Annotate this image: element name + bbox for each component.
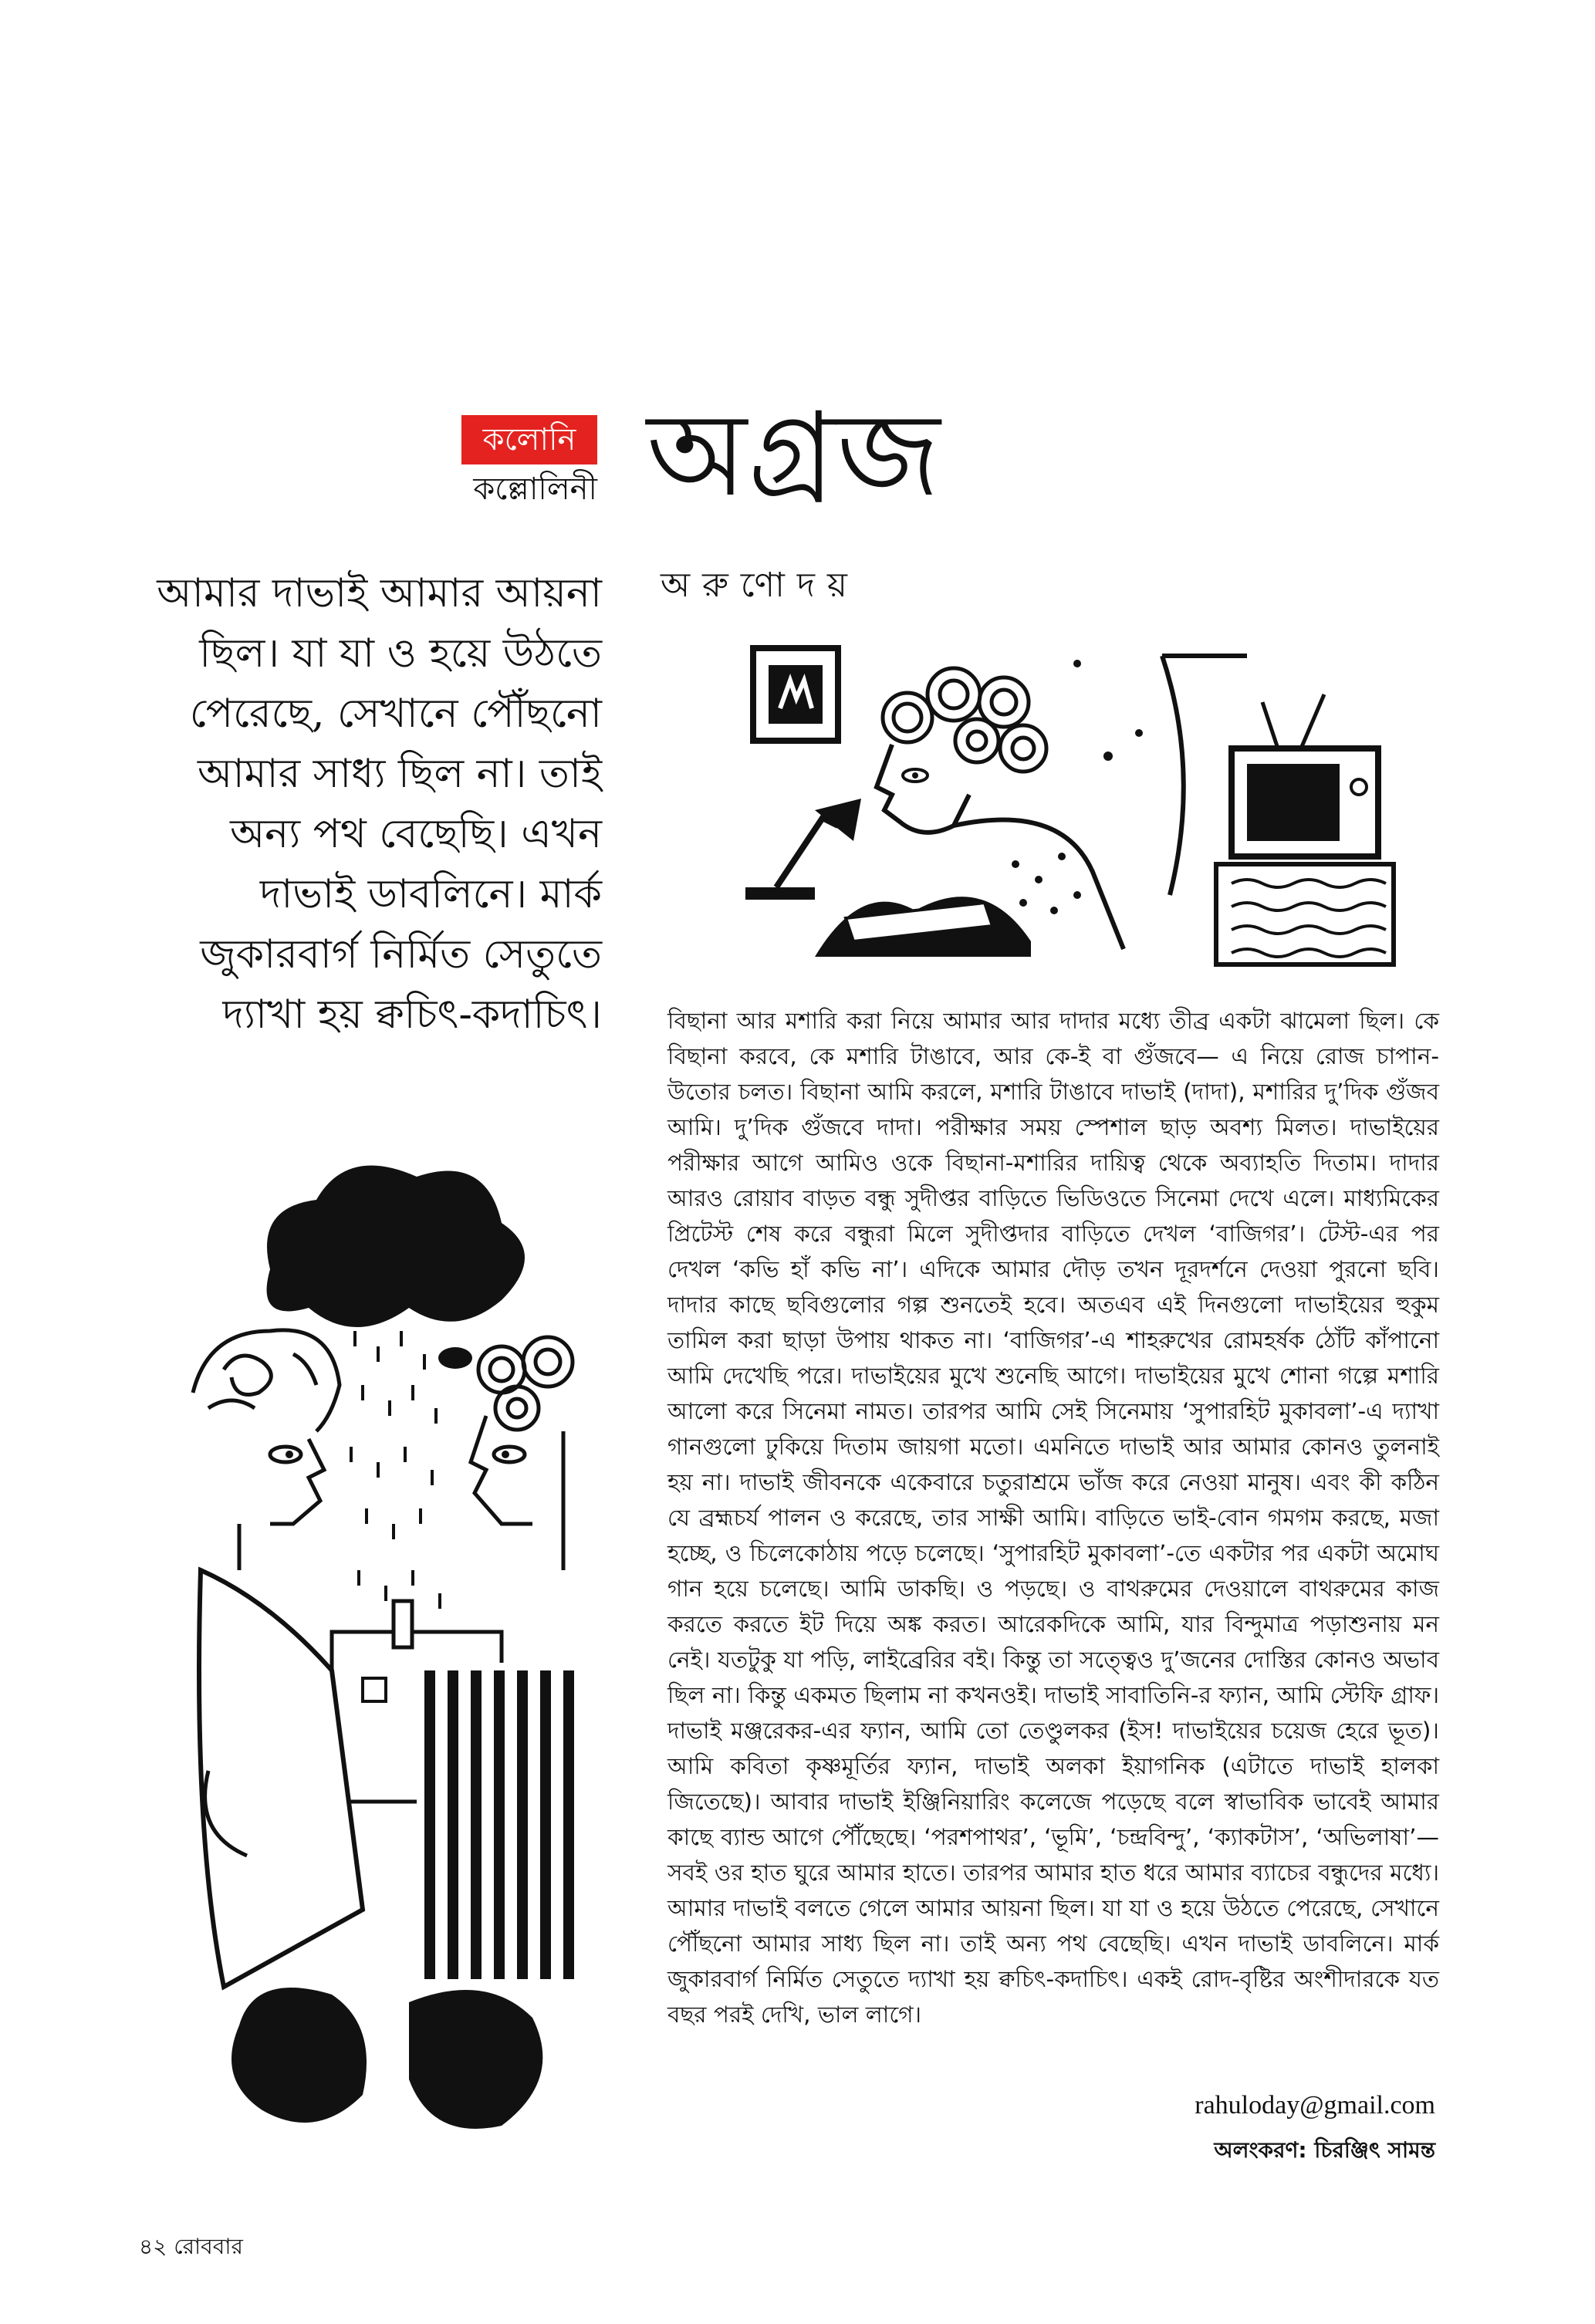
page-folio: ৪২ রোববার	[139, 2234, 243, 2259]
pull-quote: আমার দাভাই আমার আয়না ছিল। যা যা ও হয়ে উঠতে পেরেছে, সেখানে পৌঁছনো আমার সাধ্য ছিল না। তাই অন্য পথ বেছেছি। এখন দাভাই ডাবলিনে। মার্ক জুকারবার্গ নির্মিত সেতুতে দ্যাখা হয় ক্বচিৎ-কদাচিৎ।	[157, 570, 602, 1038]
illustration-credit: অলংকরণ: চিরঞ্জিৎ সামন্ত	[1214, 2137, 1435, 2163]
article-body: বিছানা আর মশারি করা নিয়ে আমার আর দাদার মধ্যে তীব্র একটা ঝামেলা ছিল। কে বিছানা করবে, কে মশারি টাঙাবে, আর কে-ই বা গুঁজবে— এ নিয়ে রোজ চাপান-উতোর চলত। বিছানা আমি করলে, মশারি টাঙাবে দাভাই (দাদা), মশারির দু’দিক গুঁজব আমি। দু’দিক গুঁজবে দাদা। পরীক্ষার সময় স্পেশাল ছাড় অবশ্য মিলত। দাভাইয়ের পরীক্ষার আগে আমিও ওকে বিছানা-মশারির দায়িত্ব থেকে অব্যাহতি দিতাম। দাদার আরও রোয়াব বাড়ত বন্ধু সুদীপ্তর বাড়িতে ভিডিওতে সিনেমা দেখে এলে। মাধ্যমিকের প্রিটেস্ট শেষ করে বন্ধুরা মিলে সুদীপ্তদার বাড়িতে দেখল ‘বাজিগর’। টেস্ট-এর পর দেখল ‘কভি হাঁ কভি না’। এদিকে আমার দৌড় তখন দূরদর্শনে দেওয়া পুরনো ছবি। দাদার কাছে ছবিগুলোর গল্প শুনতেই হবে। অতএব এই দিনগুলো দাভাইয়ের হুকুম তামিল করা ছাড়া উপায় থাকত না। ‘বাজিগর’-এ শাহরুখের রোমহর্ষক ঠোঁট কাঁপানো আমি দেখেছি পরে। দাভাইয়ের মুখে শুনেছি আগে। দাভাইয়ের মুখে শোনা গল্পে মশারি আলো করে সিনেমা নামত। তারপর আমি সেই সিনেমায় ‘সুপারহিট মুকাবলা’-এ দ্যাখা গানগুলো ঢুকিয়ে দিতাম জায়গা মতো। এমনিতে দাভাই আর আমার কোনও তুলনাই হয় না। দাভাই জীবনকে একেবারে চতুরাশ্রমে ভাঁজ করে নেওয়া মানুষ। এবং কী কঠিন যে ব্রহ্মচর্য পালন ও করেছে, তার সাক্ষী আমি। বাড়িতে ভাই-বোন গমগম করছে, মজা হচ্ছে, ও চিলেকোঠায় পড়ে চলেছে। ‘সুপারহিট মুকাবলা’-তে একটার পর একটা অমোঘ গান হয়ে চলেছে। আমি ডাকছি। ও পড়ছে। ও বাথরুমের দেওয়ালে বাথরুমের কাজ করতে করতে ইট দিয়ে অঙ্ক করত। আরেকদিকে আমি, যার বিন্দুমাত্র পড়াশুনায় মন নেই। যতটুকু যা পড়ি, লাইব্রেরির বই। কিন্তু তা সত্ত্বেও দু’জনের দোস্তির কোনও অভাব ছিল না। কিন্তু একমত ছিলাম না কখনওই। দাভাই সাবাতিনি-র ফ্যান, আমি স্টেফি গ্রাফ। দাভাই মঞ্জরেকর-এর ফ্যান, আমি তো তেণ্ডুলকর (ইস! দাভাইয়ের চয়েজ হেরে ভূত)। আমি কবিতা কৃষ্ণমূর্তির ফ্যান, দাভাই অলকা ইয়াগনিক (এটাতে দাভাই হালকা জিতেছে)। আবার দাভাই ইঞ্জিনিয়ারিং কলেজে পড়েছে বলে স্বাভাবিক ভাবেই আমার কাছে ব্যান্ড আগে পৌঁছেছে। ‘পরশপাথর’, ‘ভূমি’, ‘চন্দ্রবিন্দু’, ‘ক্যাকটাস’, ‘অভিলাষা’— সবই ওর হাত ঘুরে আমার হাতে। তারপর আমার হাত ধরে আমার ব্যাচের বন্ধুদের মধ্যে। আমার দাভাই বলতে গেলে আমার আয়না ছিল। যা যা ও হয়ে উঠতে পেরেছে, সেখানে পৌঁছনো আমার সাধ্য ছিল না। তাই অন্য পথ বেছেছি। এখন দাভাই ডাবলিনে। মার্ক জুকারবার্গ নির্মিত সেতুতে দ্যাখা হয় ক্বচিৎ-কদাচিৎ। একই রোদ-বৃষ্টির অংশীদারকে যত বছর পরই দেখি, ভাল লাগে।	[667, 1008, 1439, 2028]
brothers-illustration	[177, 1138, 640, 2195]
section-subtitle: কল্লোলিনী	[473, 471, 597, 507]
author-email: rahuloday@gmail.com	[1195, 2091, 1435, 2120]
section-badge: কলোনি	[461, 415, 597, 464]
article-title: অগ্রজ	[647, 388, 942, 522]
author-byline: অরুণোদয়	[661, 566, 860, 605]
reading-boy-illustration	[661, 617, 1432, 980]
